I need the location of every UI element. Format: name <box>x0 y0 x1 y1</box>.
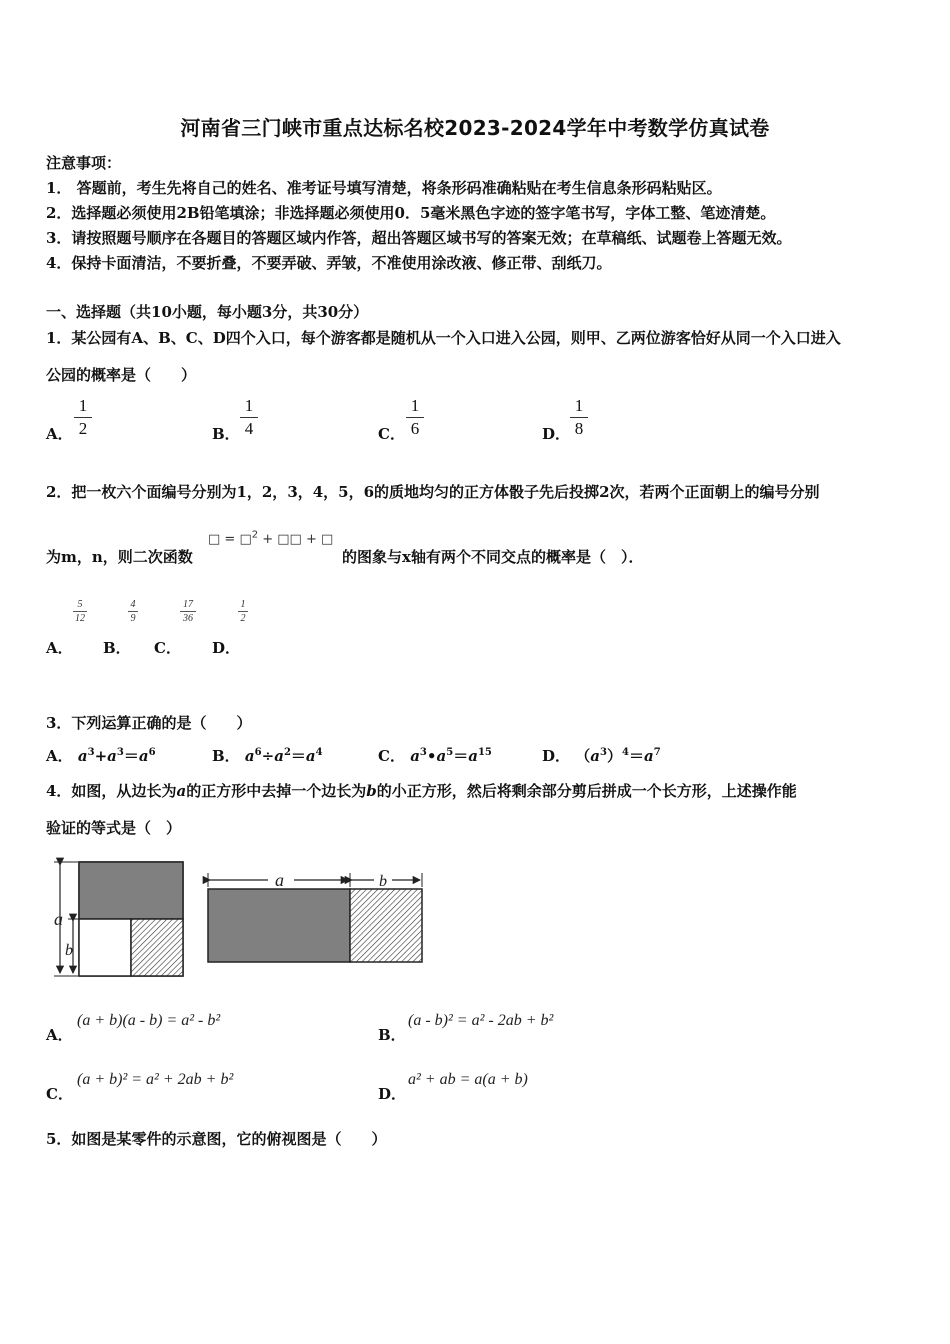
q4-option-c-formula: (a + b)² = a² + 2ab + b² <box>77 1071 234 1088</box>
func-exponent: 2 <box>251 529 259 541</box>
fraction-numerator: 1 <box>240 599 246 610</box>
fraction-denominator: 9 <box>130 613 136 624</box>
q4-option-b-formula: (a - b)² = a² - 2ab + b² <box>408 1012 554 1029</box>
q1-option-b-fraction <box>240 396 258 439</box>
fraction-numerator: 17 <box>183 599 193 610</box>
q2-stem-line1: 2．把一枚六个面编号分别为1，2，3，4，5，6的质地均匀的正方体骰子先后投掷2次，若两个正面朝上的编号分别 <box>46 483 820 501</box>
equals: ＝ <box>453 747 469 765</box>
exponent: 3 <box>87 747 95 758</box>
exponent: 3 <box>600 747 607 758</box>
base: a <box>468 747 478 765</box>
q4-option-a-formula: (a + b)(a - b) = a² - b² <box>77 1012 221 1029</box>
exponent: 5 <box>446 747 454 758</box>
q4-option-d-label: D． <box>378 1085 407 1103</box>
base: a <box>590 747 600 765</box>
notice-item-1: 1． 答题前，考生先将自己的姓名、准考证号填写清楚，将条形码准确粘贴在考生信息条形码粘贴区。 <box>46 179 722 197</box>
fraction-denominator: 8 <box>574 419 584 438</box>
q2-option-d-label: D． <box>212 639 241 657</box>
notice-item-3: 3．请按照题号顺序在各题目的答题区域内作答，超出答题区域书写的答案无效；在草稿纸、试题卷上答题无效。 <box>46 229 792 247</box>
q3-option-a <box>46 745 156 766</box>
exponent: 7 <box>653 747 661 758</box>
rearranged-rectangle <box>208 889 422 962</box>
option-label: C． <box>378 747 405 765</box>
q4-var-a: a <box>176 782 187 800</box>
q4-var-b: b <box>366 782 377 800</box>
label-a-left: a <box>54 909 63 929</box>
exponent: 3 <box>116 747 124 758</box>
q1-option-b-label: B． <box>212 425 240 443</box>
func-part-a: □ = □ <box>208 532 252 547</box>
notice-item-2: 2．选择题必须使用2B铅笔填涂；非选择题必须使用0．5毫米黑色字迹的签字笔书写，字体工整、笔迹清楚。 <box>46 204 776 222</box>
fraction-denominator: 4 <box>244 419 254 438</box>
base: a <box>77 747 88 765</box>
base: a <box>244 747 255 765</box>
q1-option-a-fraction <box>74 396 92 439</box>
option-label: B． <box>212 747 240 765</box>
label-a-right: a <box>275 870 284 890</box>
q2-fraction-a <box>73 599 87 624</box>
q1-option-a-label: A． <box>46 425 73 443</box>
q4-stem-line2: 验证的等式是（ ） <box>46 819 182 837</box>
q5-stem: 5．如图是某零件的示意图，它的俯视图是（ ） <box>46 1130 387 1148</box>
notice-item-4: 4．保持卡面清洁，不要折叠，不要弄破、弄皱，不准使用涂改液、修正带、刮纸刀。 <box>46 254 612 272</box>
q2-stem-line2-post: 的图象与x轴有两个不同交点的概率是（ ）． <box>342 548 644 566</box>
q2-option-a-label: A． <box>46 639 73 657</box>
base: a <box>436 747 447 765</box>
q4-option-c-label: C． <box>46 1085 73 1103</box>
fraction-numerator: 5 <box>77 599 83 610</box>
option-label: D． <box>542 747 571 765</box>
fraction-numerator: 1 <box>410 396 420 415</box>
exponent: 15 <box>477 747 492 758</box>
q3-stem: 3．下列运算正确的是（ ） <box>46 714 252 732</box>
fraction-denominator: 2 <box>240 613 246 624</box>
exponent: 6 <box>254 747 262 758</box>
q2-option-b-label: B． <box>103 639 131 657</box>
func-part-b: + □□ + □ <box>258 532 334 547</box>
exponent: 3 <box>419 747 427 758</box>
paren-close: ） <box>606 747 622 765</box>
base: a <box>274 747 284 765</box>
q1-option-d-fraction <box>570 396 588 439</box>
square-with-cutout <box>79 862 183 976</box>
operator: • <box>426 747 437 765</box>
exponent: 6 <box>148 747 156 758</box>
fraction-numerator: 1 <box>244 396 254 415</box>
exponent: 4 <box>621 747 629 758</box>
q3-option-c <box>378 745 492 766</box>
q4-option-d-formula: a² + ab = a(a + b) <box>408 1071 528 1088</box>
section-heading: 一、选择题（共10小题，每小题3分，共30分） <box>46 303 369 321</box>
q4-option-a-label: A． <box>46 1026 73 1044</box>
q4-figure <box>44 855 434 985</box>
q1-option-d-label: D． <box>542 425 571 443</box>
q4-text: 4．如图，从边长为 <box>46 782 177 800</box>
fraction-denominator: 36 <box>183 613 193 624</box>
base: a <box>305 747 316 765</box>
q3-option-d <box>542 745 661 766</box>
q4-stem-line1 <box>46 780 797 801</box>
fraction-denominator: 12 <box>75 613 85 624</box>
base: a <box>643 747 654 765</box>
equals: ＝ <box>628 747 644 765</box>
exponent: 2 <box>283 747 291 758</box>
q4-option-b-label: B． <box>378 1026 406 1044</box>
base: a <box>410 747 420 765</box>
equals: ＝ <box>123 747 139 765</box>
q2-quadratic-function <box>208 529 334 547</box>
paren-open: （ <box>575 747 591 765</box>
exponent: 4 <box>315 747 323 758</box>
equals: ＝ <box>290 747 306 765</box>
fraction-denominator: 6 <box>410 419 420 438</box>
q2-fraction-b <box>128 599 138 624</box>
q1-stem-line2: 公园的概率是（ ） <box>46 366 197 384</box>
notice-heading: 注意事项： <box>46 154 122 172</box>
q2-fraction-d <box>238 599 248 624</box>
label-b-left: b <box>65 942 73 959</box>
q2-fraction-c <box>180 599 196 624</box>
fraction-denominator: 2 <box>78 419 88 438</box>
label-b-right: b <box>379 873 387 890</box>
base: a <box>107 747 117 765</box>
option-label: A． <box>46 747 73 765</box>
page-title: 河南省三门峡市重点达标名校2023-2024学年中考数学仿真试卷 <box>180 116 770 140</box>
q3-option-b <box>212 745 323 766</box>
q4-text: 的小正方形，然后将剩余部分剪后拼成一个长方形，上述操作能 <box>376 782 797 800</box>
operator: ÷ <box>261 747 275 765</box>
q2-stem-line2-pre: 为m，n，则二次函数 <box>46 548 193 566</box>
q1-stem-line1: 1．某公园有A、B、C、D四个入口，每个游客都是随机从一个入口进入公园，则甲、乙两位游客恰好从同一个入口进入 <box>46 329 841 347</box>
q1-option-c-fraction <box>406 396 424 439</box>
fraction-numerator: 4 <box>130 599 136 610</box>
fraction-numerator: 1 <box>574 396 584 415</box>
base: a <box>138 747 149 765</box>
q2-option-c-label: C． <box>154 639 181 657</box>
q1-option-c-label: C． <box>378 425 405 443</box>
fraction-numerator: 1 <box>78 396 88 415</box>
q4-text: 的正方形中去掉一个边长为 <box>186 782 367 800</box>
operator: + <box>94 747 108 765</box>
